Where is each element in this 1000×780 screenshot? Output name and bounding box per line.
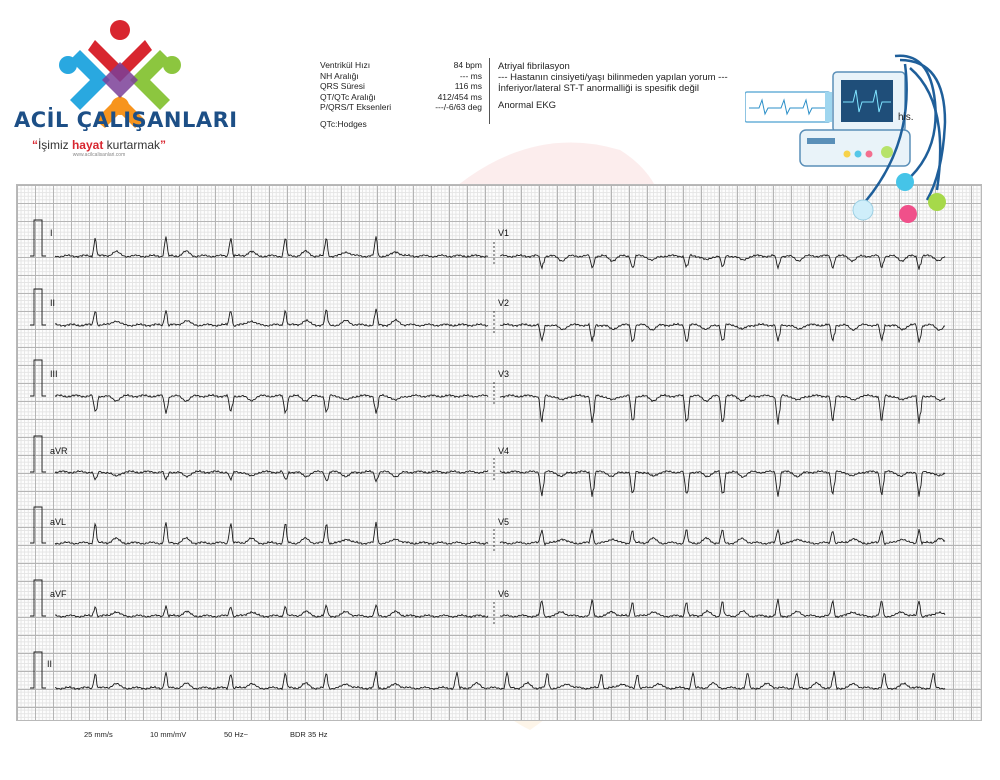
calibration-pulse [30, 652, 46, 688]
ecg-trace-rhythm-ii [55, 671, 945, 690]
interpretation-line: Anormal EKG [498, 99, 557, 111]
measurement-label: QT/QTc Aralığı [320, 91, 376, 102]
gain-setting: 10 mm/mV [150, 730, 187, 739]
interpretation-line: --- Hastanın cinsiyeti/yaşı bilinmeden yapılan yorum --- [498, 72, 728, 84]
lead-label: III [50, 369, 58, 379]
interpretation-line: İnferiyor/lateral ST-T anormalliği is spesifik değil [498, 83, 699, 95]
ecg-trace-v3 [500, 394, 945, 424]
slogan-part-3: kurtarmak [103, 138, 161, 152]
measurement-label: P/QRS/T Eksenleri [320, 102, 392, 113]
lead-label: V2 [498, 298, 510, 308]
lead-label: aVF [50, 589, 67, 599]
calibration-pulse [30, 436, 46, 472]
measurement-label: NH Aralığı [320, 70, 359, 81]
qtc-method: QTc:Hodges [320, 118, 367, 129]
slogan-open: “ [31, 138, 38, 152]
logo-title: ACİL ÇALIŞANLARI [14, 108, 238, 132]
ecg-trace-avf [55, 605, 488, 617]
calibration-pulse [30, 289, 46, 325]
lead-label: V6 [498, 589, 510, 599]
lead-label: aVR [50, 446, 68, 456]
measurement-label: QRS Süresi [320, 81, 365, 92]
ecg-trace-v4 [500, 471, 945, 497]
ecg-monitor-illustration [745, 42, 955, 232]
calibration-pulse [30, 220, 46, 256]
measurement-value: 116 ms [454, 81, 482, 92]
ecg-trace-avr [55, 470, 488, 481]
ecg-trace-iii [55, 394, 488, 413]
ecg-trace-v6 [500, 599, 945, 618]
measurement-value: 84 bpm [453, 60, 482, 70]
ecg-trace-v1 [500, 254, 945, 269]
slogan-part-1: İşimiz [37, 138, 72, 152]
measurement-value: --- ms [459, 70, 482, 81]
lead-label: V1 [498, 228, 510, 238]
lead-label: V3 [498, 369, 510, 379]
calibration-pulse [30, 580, 46, 616]
ecg-trace-ii [55, 309, 488, 327]
measurement-value: 412/454 ms [437, 91, 482, 102]
ecg-trace-i [55, 236, 488, 257]
ecg-trace-avl [55, 522, 488, 545]
paper-speed: 25 mm/s [84, 730, 113, 739]
slogan-part-2: hayat [71, 138, 104, 152]
slogan-close: ” [160, 138, 167, 152]
calibration-pulse [30, 360, 46, 396]
ecg-trace-v5 [500, 529, 945, 545]
lead-label: II [50, 298, 56, 308]
measurement-label: Ventrikül Hızı [320, 60, 371, 70]
logo-url: www.acilcalisanlari.com [72, 152, 126, 158]
lead-label: V5 [498, 517, 510, 527]
filter-setting: 50 Hz~ [224, 730, 248, 739]
ecg-trace-v2 [500, 323, 945, 342]
lead-label: V4 [498, 446, 510, 456]
lead-label: II [47, 659, 53, 669]
lead-label: I [50, 228, 53, 238]
measurement-value: ---/-6/63 deg [435, 102, 482, 113]
calibration-pulse [30, 507, 46, 543]
lead-label: aVL [50, 517, 67, 527]
bdr-setting: BDR 35 Hz [290, 730, 328, 739]
interpretation-line: Atriyal fibrilasyon [498, 61, 570, 72]
overlay-text: his. [898, 112, 914, 123]
